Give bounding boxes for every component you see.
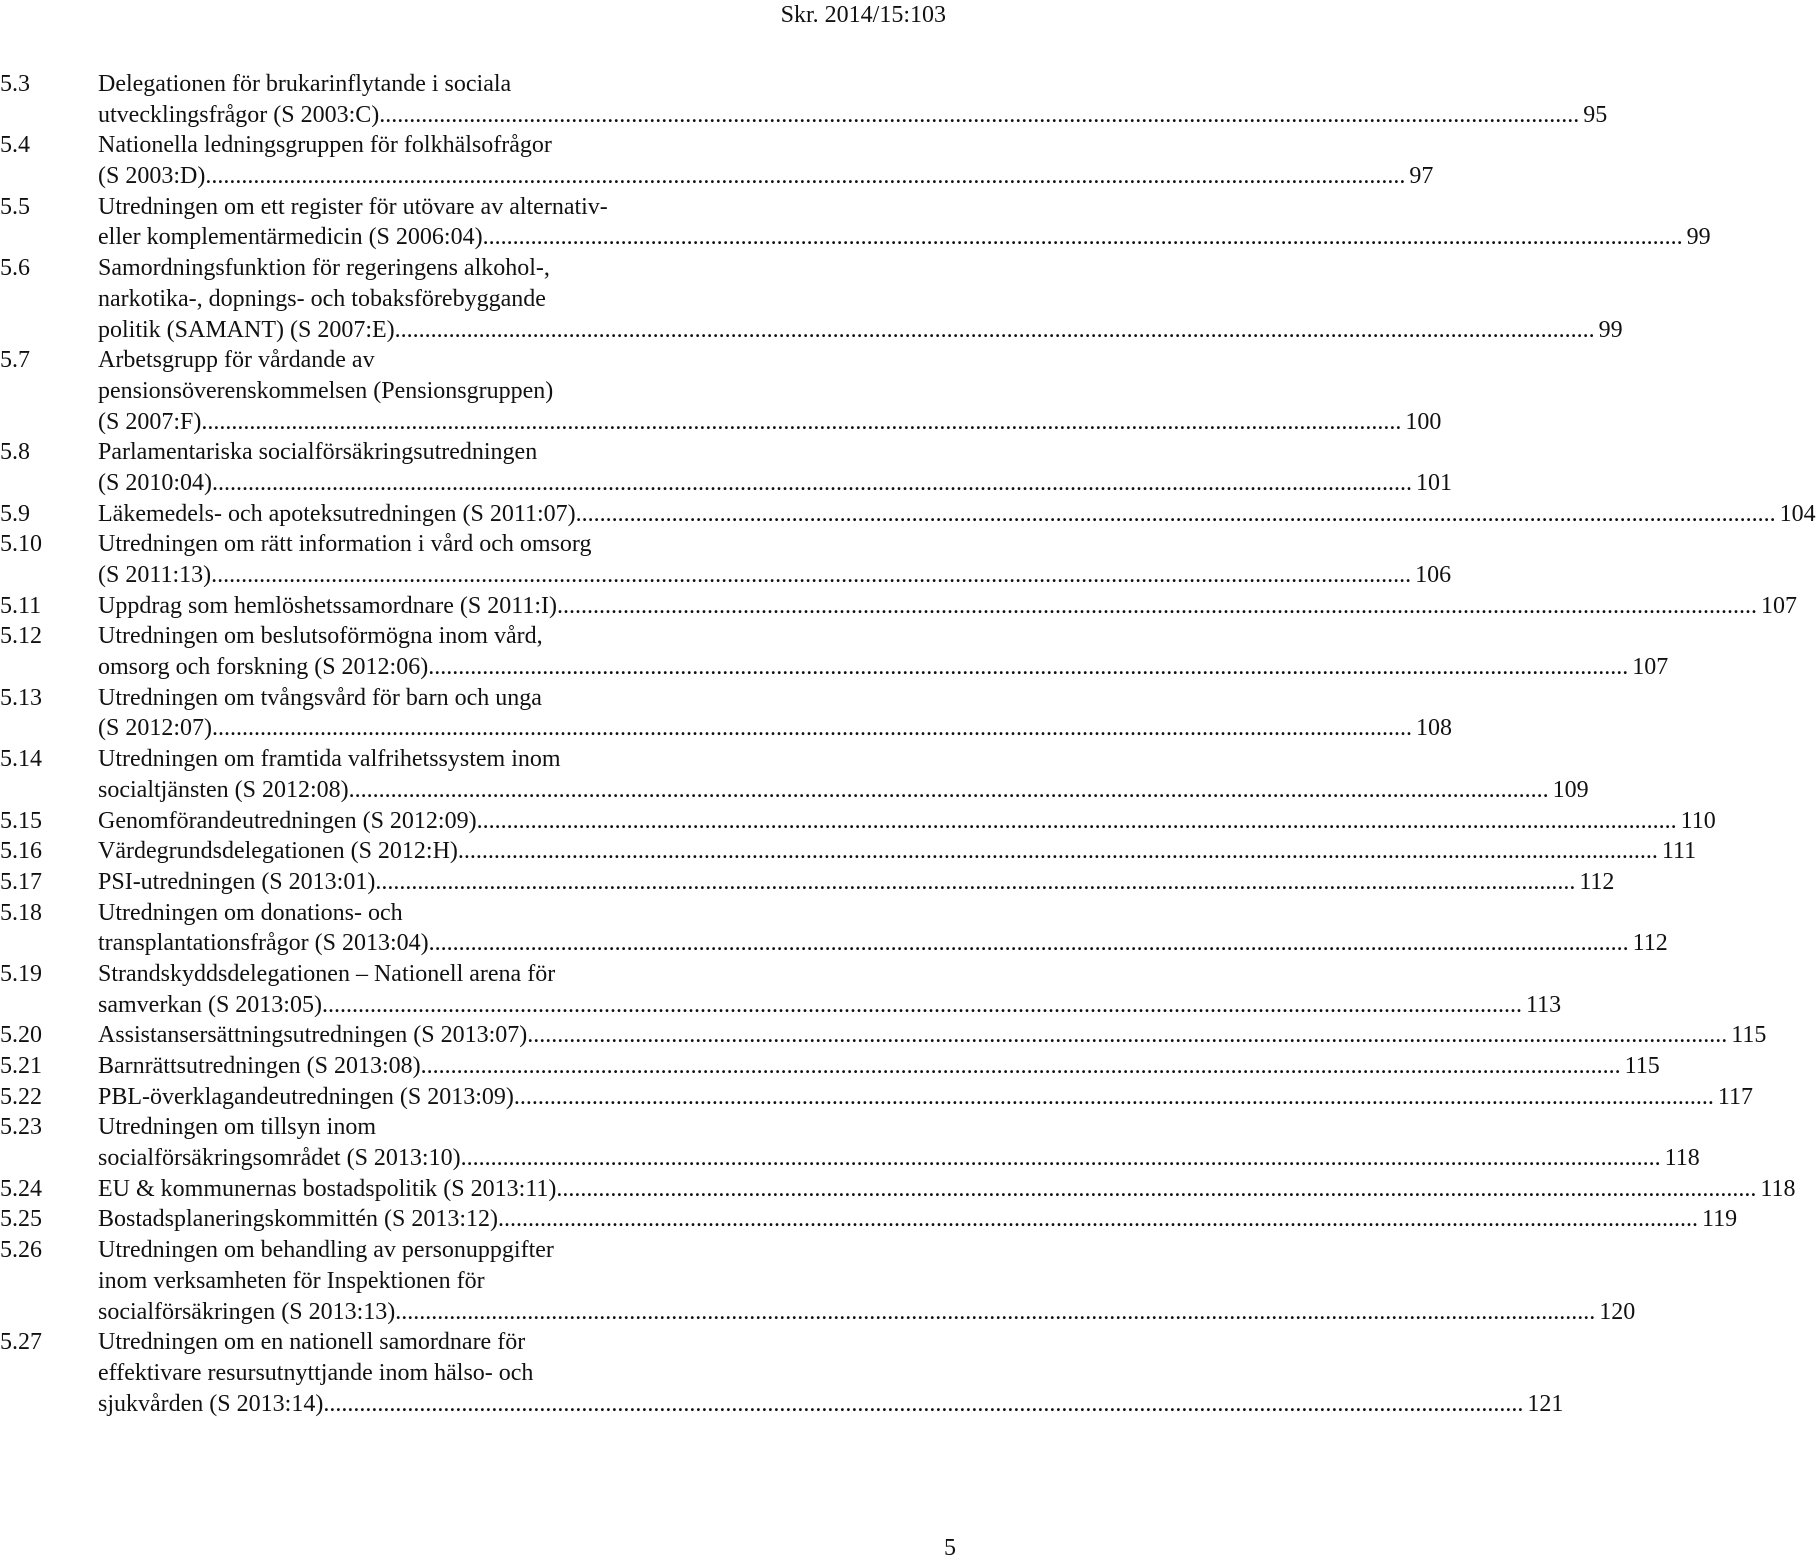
toc-entry-title-line: omsorg och forskning (S 2012:06) <box>98 654 429 681</box>
toc-entry-page: 115 <box>1731 1022 1767 1049</box>
toc-entry-number: 5.24 <box>0 1175 42 1202</box>
toc-entry-page: 110 <box>1680 807 1716 834</box>
dot-leader: ........................................................................................................................................................................................................ <box>460 1145 1661 1172</box>
toc-entry-title-line: eller komplementärmedicin (S 2006:04) <box>98 224 483 251</box>
toc-entry-page: 120 <box>1599 1298 1636 1325</box>
toc-entry[interactable] <box>0 1327 1564 1419</box>
toc-entry-page: 119 <box>1701 1206 1738 1233</box>
toc-entry-page: 112 <box>1632 930 1668 957</box>
toc-entry-title-line: Utredningen om en nationell samordnare för <box>98 1329 526 1356</box>
toc-entry[interactable] <box>0 192 1711 253</box>
dot-leader: ........................................................................................................................................................................................................ <box>457 838 1658 865</box>
toc-entry[interactable] <box>0 69 1608 130</box>
toc-entry[interactable] <box>0 345 1442 437</box>
toc-entry-page: 97 <box>1409 163 1434 190</box>
dot-leader: ........................................................................................................................................................................................................ <box>323 1390 1524 1417</box>
toc-entry-title-line: (S 2003:D) <box>98 163 206 190</box>
toc-entry-number: 5.20 <box>0 1022 42 1049</box>
dot-leader: ........................................................................................................................................................................................................ <box>375 868 1576 895</box>
toc-entry[interactable] <box>0 499 1816 530</box>
toc-entry-number: 5.8 <box>0 439 30 466</box>
toc-entry-page: 112 <box>1579 868 1615 895</box>
toc-entry-title-line: Delegationen för brukarinflytande i sociala <box>98 71 512 97</box>
toc-entry-page: 100 <box>1405 408 1442 435</box>
toc-entry-number: 5.17 <box>0 868 42 895</box>
dot-leader: ........................................................................................................................................................................................................ <box>482 224 1683 251</box>
toc-entry-title-line: Samordningsfunktion för regeringens alkohol-, <box>98 255 550 282</box>
toc-entry[interactable] <box>0 1051 1660 1082</box>
toc-entry-title-line: Strandskyddsdelegationen – Nationell arena för <box>98 960 556 987</box>
toc-entry[interactable] <box>0 1174 1796 1205</box>
toc-entry-page: 109 <box>1552 776 1589 803</box>
toc-entry-title-line: Bostadsplaneringskommittén (S 2013:12) <box>98 1206 498 1233</box>
toc-entry-title-line: EU & kommunernas bostadspolitik (S 2013:11) <box>98 1175 557 1202</box>
toc-entry-title-line: Uppdrag som hemlöshetssamordnare (S 2011:I) <box>98 592 558 619</box>
toc-entry-number: 5.14 <box>0 746 42 773</box>
toc-entry-page: 113 <box>1525 991 1562 1018</box>
toc-entry[interactable] <box>0 867 1615 898</box>
toc-entry-page: 101 <box>1416 469 1452 496</box>
toc-entry-page: 117 <box>1717 1083 1754 1110</box>
dot-leader: ........................................................................................................................................................................................................ <box>348 776 1549 803</box>
toc-entry-number: 5.23 <box>0 1114 42 1141</box>
toc-entry-title-line: Utredningen om beslutsoförmögna inom vård, <box>98 623 543 650</box>
dot-leader: ........................................................................................................................................................................................................ <box>212 715 1412 742</box>
toc-entry-title-line: PSI-utredningen (S 2013:01) <box>98 868 376 895</box>
toc-entry-title-line: socialtjänsten (S 2012:08) <box>98 776 349 803</box>
toc-entry-title-line: effektivare resursutnyttjande inom hälso- och <box>98 1359 534 1386</box>
toc-entry-number: 5.11 <box>0 592 42 619</box>
toc-entry-number: 5.10 <box>0 531 42 558</box>
toc-entry-number: 5.9 <box>0 500 30 527</box>
toc-entry-page: 107 <box>1632 654 1669 681</box>
toc-entry-title-line: utvecklingsfrågor (S 2003:C) <box>98 101 380 128</box>
toc-entry-title-line: (S 2007:F) <box>98 408 202 435</box>
toc-entry-title-line: pensionsöverenskommelsen (Pensionsgruppen) <box>98 377 554 404</box>
toc-entry-title-line: Utredningen om framtida valfrihetssystem inom <box>98 746 561 773</box>
toc-entry-title-line: Assistansersättningsutredningen (S 2013:07) <box>98 1022 528 1049</box>
dot-leader: ........................................................................................................................................................................................................ <box>201 408 1402 435</box>
toc-entry[interactable] <box>0 959 1562 1020</box>
toc-entry[interactable] <box>0 1020 1767 1051</box>
toc-entry[interactable] <box>0 836 1697 867</box>
toc-entry-title-line: (S 2010:04) <box>98 469 212 496</box>
toc-entry-page: 111 <box>1661 838 1697 865</box>
toc-entry[interactable] <box>0 1235 1636 1327</box>
toc-entry-number: 5.25 <box>0 1206 42 1233</box>
toc-entry-title-line: samverkan (S 2013:05) <box>98 991 322 1018</box>
toc-entry-title-line: Nationella ledningsgruppen för folkhälsofrågor <box>98 132 552 159</box>
dot-leader: ........................................................................................................................................................................................................ <box>527 1022 1728 1049</box>
toc-entry-number: 5.6 <box>0 255 30 282</box>
toc-entry-number: 5.12 <box>0 623 42 650</box>
toc-entry-number: 5.4 <box>0 132 30 159</box>
toc-entry-title-line: Utredningen om tvångsvård för barn och unga <box>98 684 542 711</box>
toc-entry-title-line: Utredningen om ett register för utövare av alternativ- <box>98 193 608 220</box>
toc-entry-number: 5.21 <box>0 1053 42 1079</box>
toc-entry-number: 5.5 <box>0 193 30 220</box>
toc-entry-page: 108 <box>1416 715 1452 742</box>
toc-entry-title-line: (S 2012:07) <box>98 715 212 742</box>
toc-entry-number: 5.26 <box>0 1237 42 1264</box>
toc-entry-title-line: Barnrättsutredningen (S 2013:08) <box>98 1053 421 1079</box>
dot-leader: ........................................................................................................................................................................................................ <box>556 1175 1757 1202</box>
toc-entry-number: 5.27 <box>0 1329 42 1356</box>
toc-entry-page: 118 <box>1664 1145 1700 1172</box>
dot-leader: ........................................................................................................................................................................................................ <box>497 1206 1698 1233</box>
toc-entry[interactable] <box>0 529 1452 590</box>
toc-entry[interactable] <box>0 1112 1700 1173</box>
toc-entry-title-line: PBL-överklagandeutredningen (S 2013:09) <box>98 1083 514 1110</box>
toc-entry-page: 99 <box>1598 316 1623 343</box>
toc-entry-page: 107 <box>1761 592 1798 619</box>
toc-entry-title-line: narkotika-, dopnings- och tobaksförebyggande <box>98 285 546 312</box>
dot-leader: ........................................................................................................................................................................................................ <box>557 592 1758 619</box>
dot-leader: ........................................................................................................................................................................................................ <box>476 807 1677 834</box>
toc-entry-title-line: Värdegrundsdelegationen (S 2012:H) <box>98 838 458 865</box>
toc-entry-title-line: (S 2011:13) <box>98 562 212 588</box>
toc-entry-title-line: politik (SAMANT) (S 2007:E) <box>98 316 395 343</box>
dot-leader: ........................................................................................................................................................................................................ <box>205 163 1406 190</box>
toc-entry-number: 5.16 <box>0 838 42 865</box>
dot-leader: ........................................................................................................................................................................................................ <box>321 991 1522 1018</box>
dot-leader: ........................................................................................................................................................................................................ <box>379 101 1580 128</box>
toc-entry-number: 5.13 <box>0 684 42 711</box>
toc-entry[interactable] <box>0 898 1668 959</box>
toc-entry-title-line: transplantationsfrågor (S 2013:04) <box>98 930 429 957</box>
toc-entry-page: 115 <box>1624 1053 1660 1079</box>
toc-entry[interactable] <box>0 591 1798 622</box>
toc-entry-page: 118 <box>1760 1175 1796 1202</box>
dot-leader: ........................................................................................................................................................................................................ <box>395 1298 1596 1325</box>
dot-leader: ........................................................................................................................................................................................................ <box>513 1083 1714 1110</box>
toc-entry-page: 99 <box>1686 224 1711 251</box>
toc-entry-number: 5.19 <box>0 960 42 987</box>
toc-entry-page: 121 <box>1527 1390 1564 1417</box>
table-of-contents <box>0 69 1816 1419</box>
toc-entry-title-line: Parlamentariska socialförsäkringsutredningen <box>98 439 538 466</box>
toc-entry[interactable] <box>0 130 1434 191</box>
toc-entry-number: 5.7 <box>0 347 30 374</box>
toc-entry-title-line: socialförsäkringsområdet (S 2013:10) <box>98 1145 461 1172</box>
page-number: 5 <box>944 1535 956 1561</box>
dot-leader: ........................................................................................................................................................................................................ <box>394 316 1595 343</box>
toc-entry-page: 95 <box>1583 101 1608 128</box>
toc-entry-number: 5.3 <box>0 71 30 97</box>
toc-entry-number: 5.22 <box>0 1083 42 1110</box>
toc-entry-number: 5.15 <box>0 807 42 834</box>
dot-leader: ........................................................................................................................................................................................................ <box>428 654 1629 681</box>
dot-leader: ........................................................................................................................................................................................................ <box>420 1053 1621 1079</box>
toc-entry-title-line: sjukvården (S 2013:14) <box>98 1390 324 1417</box>
toc-entry-page: 104 <box>1779 500 1816 527</box>
document-reference: Skr. 2014/15:103 <box>780 2 946 28</box>
toc-entry-page: 106 <box>1415 562 1452 588</box>
dot-leader: ........................................................................................................................................................................................................ <box>428 930 1629 957</box>
dot-leader: ........................................................................................................................................................................................................ <box>211 562 1412 588</box>
toc-entry-title-line: Genomförandeutredningen (S 2012:09) <box>98 807 477 834</box>
dot-leader: ........................................................................................................................................................................................................ <box>575 500 1776 527</box>
toc-entry-title-line: socialförsäkringen (S 2013:13) <box>98 1298 396 1325</box>
toc-entry-title-line: inom verksamheten för Inspektionen för <box>98 1267 485 1294</box>
toc-entry[interactable] <box>0 621 1669 682</box>
toc-entry[interactable] <box>0 437 1452 498</box>
toc-entry-title-line: Utredningen om tillsyn inom <box>98 1114 376 1141</box>
toc-entry[interactable] <box>0 683 1452 744</box>
toc-entry-title-line: Läkemedels- och apoteksutredningen (S 2011:07) <box>98 500 576 527</box>
toc-entry-number: 5.18 <box>0 899 42 926</box>
toc-entry[interactable] <box>0 806 1716 837</box>
toc-entry[interactable] <box>0 1082 1754 1113</box>
toc-entry[interactable] <box>0 253 1623 345</box>
toc-entry-title-line: Utredningen om donations- och <box>98 899 403 926</box>
toc-entry-title-line: Utredningen om behandling av personuppgifter <box>98 1237 554 1264</box>
dot-leader: ........................................................................................................................................................................................................ <box>212 469 1412 496</box>
toc-entry-title-line: Arbetsgrupp för vårdande av <box>98 347 375 374</box>
toc-entry[interactable] <box>0 744 1589 805</box>
toc-entry[interactable] <box>0 1204 1738 1235</box>
toc-entry-title-line: Utredningen om rätt information i vård och omsorg <box>98 531 592 558</box>
